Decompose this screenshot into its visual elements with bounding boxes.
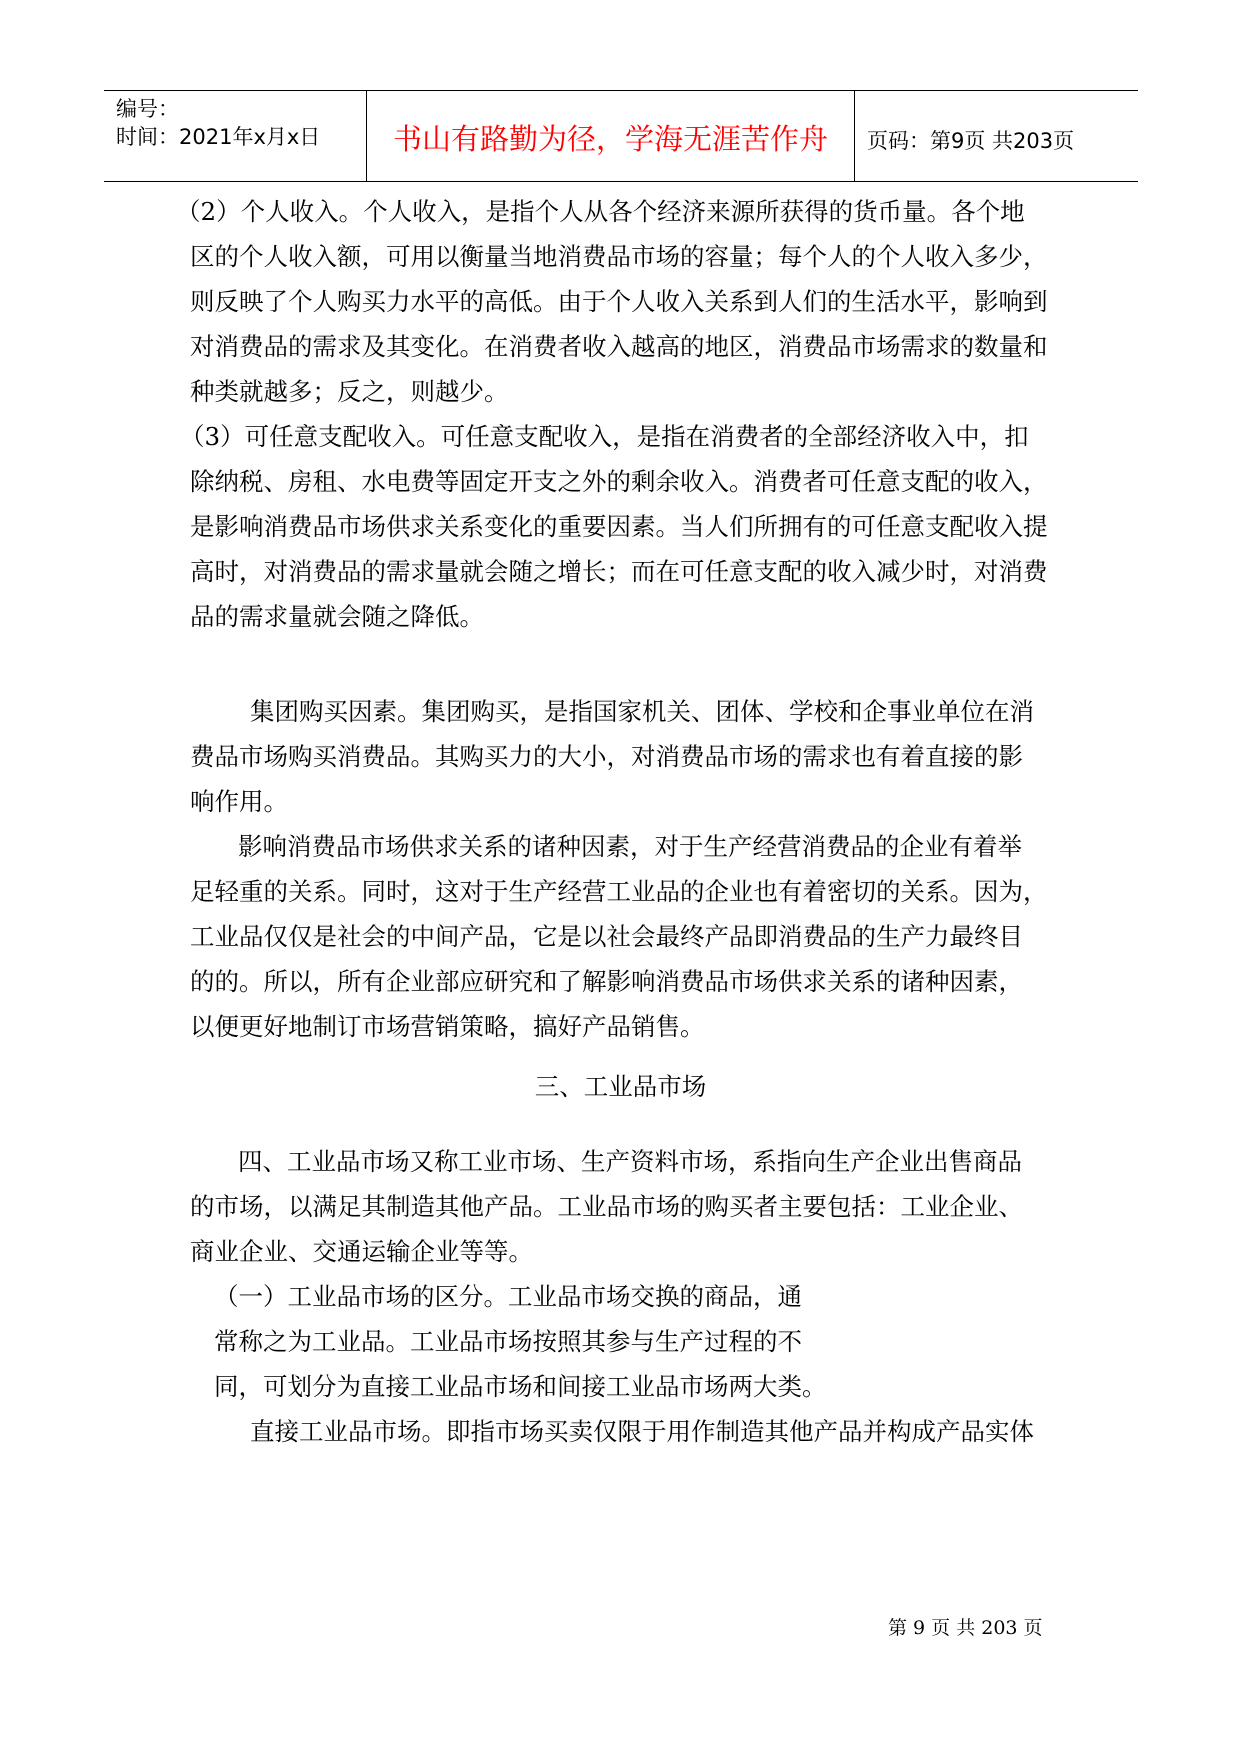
section-heading: 三、工业品市场 — [534, 1072, 707, 1101]
body-line: 是影响消费品市场供求关系变化的重要因素。当人们所拥有的可任意支配收入提 — [190, 512, 1048, 541]
header-right-cell — [855, 91, 1138, 181]
body-line: 区的个人收入额，可用以衡量当地消费品市场的容量；每个人的个人收入多少， — [190, 242, 1048, 271]
body-line: 集团购买因素。集团购买，是指国家机关、团体、学校和企事业单位在消 — [250, 697, 1034, 726]
body-line: 四、工业品市场又称工业市场、生产资料市场，系指向生产企业出售商品 — [238, 1147, 1022, 1176]
body-line: 同，可划分为直接工业品市场和间接工业品市场两大类。 — [214, 1372, 827, 1401]
body-line: 常称之为工业品。工业品市场按照其参与生产过程的不 — [214, 1327, 802, 1356]
body-line: 商业企业、交通运输企业等等。 — [190, 1237, 533, 1266]
body-line: 直接工业品市场。即指市场买卖仅限于用作制造其他产品并构成产品实体 — [250, 1417, 1034, 1446]
body-line: 除纳税、房租、水电费等固定开支之外的剩余收入。消费者可任意支配的收入， — [190, 467, 1048, 496]
body-line: （2）个人收入。个人收入，是指个人从各个经济来源所获得的货币量。各个地 — [176, 197, 1025, 226]
body-line: （一）工业品市场的区分。工业品市场交换的商品，通 — [214, 1282, 802, 1311]
body-line: 品的需求量就会随之降低。 — [190, 602, 484, 631]
body-line: （3）可任意支配收入。可任意支配收入，是指在消费者的全部经济收入中，扣 — [180, 422, 1029, 451]
body-line: 响作用。 — [190, 787, 288, 816]
body-line: 的市场，以满足其制造其他产品。工业品市场的购买者主要包括：工业企业、 — [190, 1192, 1023, 1221]
body-line: 种类就越多；反之，则越少。 — [190, 377, 509, 406]
body-line: 则反映了个人购买力水平的高低。由于个人收入关系到人们的生活水平，影响到 — [190, 287, 1048, 316]
body-line: 足轻重的关系。同时，这对于生产经营工业品的企业也有着密切的关系。因为， — [190, 877, 1048, 906]
body-line: 高时，对消费品的需求量就会随之增长；而在可任意支配的收入减少时，对消费 — [190, 557, 1048, 586]
body-line: 以便更好地制订市场营销策略，搞好产品销售。 — [190, 1012, 705, 1041]
motto-text: 书山有路勤为径，学海无涯苦作舟 — [392, 122, 828, 156]
body-line: 对消费品的需求及其变化。在消费者收入越高的地区，消费品市场需求的数量和 — [190, 332, 1048, 361]
header-left-cell — [104, 91, 366, 181]
body-line: 工业品仅仅是社会的中间产品，它是以社会最终产品即消费品的生产力最终目 — [190, 922, 1023, 951]
header-table — [104, 90, 1138, 182]
page-footer: 第 9 页 共 203 页 — [888, 1617, 1043, 1639]
body-line: 影响消费品市场供求关系的诸种因素，对于生产经营消费品的企业有着举 — [238, 832, 1022, 861]
header-middle-cell — [366, 91, 855, 181]
body-line: 费品市场购买消费品。其购买力的大小，对消费品市场的需求也有着直接的影 — [190, 742, 1023, 771]
serial-number-label: 编号： — [116, 97, 179, 121]
date-label: 时间：2021年x月x日 — [116, 125, 321, 149]
page-code-label: 页码：第9页 共203页 — [867, 129, 1075, 153]
body-line: 的的。所以，所有企业部应研究和了解影响消费品市场供求关系的诸种因素， — [190, 967, 1023, 996]
